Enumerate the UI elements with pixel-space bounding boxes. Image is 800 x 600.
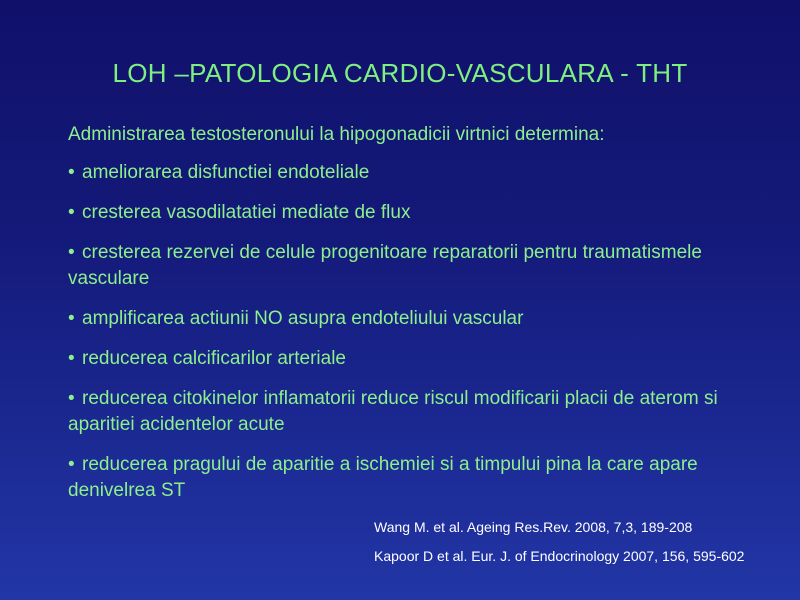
bullet-icon: • <box>68 348 75 369</box>
bullet-item <box>68 306 768 332</box>
bullet-icon: • <box>68 388 75 409</box>
reference-item: Kapoor D et al. Eur. J. of Endocrinology 2007, 156, 595-602 <box>374 548 745 564</box>
bullet-list <box>68 160 768 518</box>
reference-item: Wang M. et al. Ageing Res.Rev. 2008, 7,3, 189-208 <box>374 519 693 535</box>
bullet-icon: • <box>68 308 75 329</box>
bullet-text: reducerea citokinelor inflamatorii reduce riscul modificarii placii de aterom si aparitiei acidentelor acute <box>68 388 718 435</box>
bullet-item <box>68 386 768 438</box>
bullet-item <box>68 200 768 226</box>
bullet-icon: • <box>68 454 75 475</box>
bullet-item <box>68 160 768 186</box>
bullet-icon: • <box>68 242 75 263</box>
bullet-text: cresterea rezervei de celule progenitoare reparatorii pentru traumatismele vasculare <box>68 242 702 289</box>
bullet-item <box>68 346 768 372</box>
bullet-text: cresterea vasodilatatiei mediate de flux <box>82 202 411 223</box>
bullet-text: ameliorarea disfunctiei endoteliale <box>82 162 370 183</box>
bullet-icon: • <box>68 202 75 223</box>
bullet-icon: • <box>68 162 75 183</box>
bullet-text: reducerea pragului de aparitie a ischemiei si a timpului pina la care apare denivelrea ST <box>68 454 698 501</box>
bullet-item <box>68 452 768 504</box>
slide-title: LOH –PATOLOGIA CARDIO-VASCULARA - THT <box>112 58 688 88</box>
references <box>374 517 774 575</box>
bullet-text: reducerea calcificarilor arteriale <box>82 348 346 369</box>
bullet-item <box>68 240 768 292</box>
bullet-text: amplificarea actiunii NO asupra endoteliului vascular <box>82 308 524 329</box>
intro-text: Administrarea testosteronului la hipogonadicii virtnici determina: <box>68 124 605 145</box>
